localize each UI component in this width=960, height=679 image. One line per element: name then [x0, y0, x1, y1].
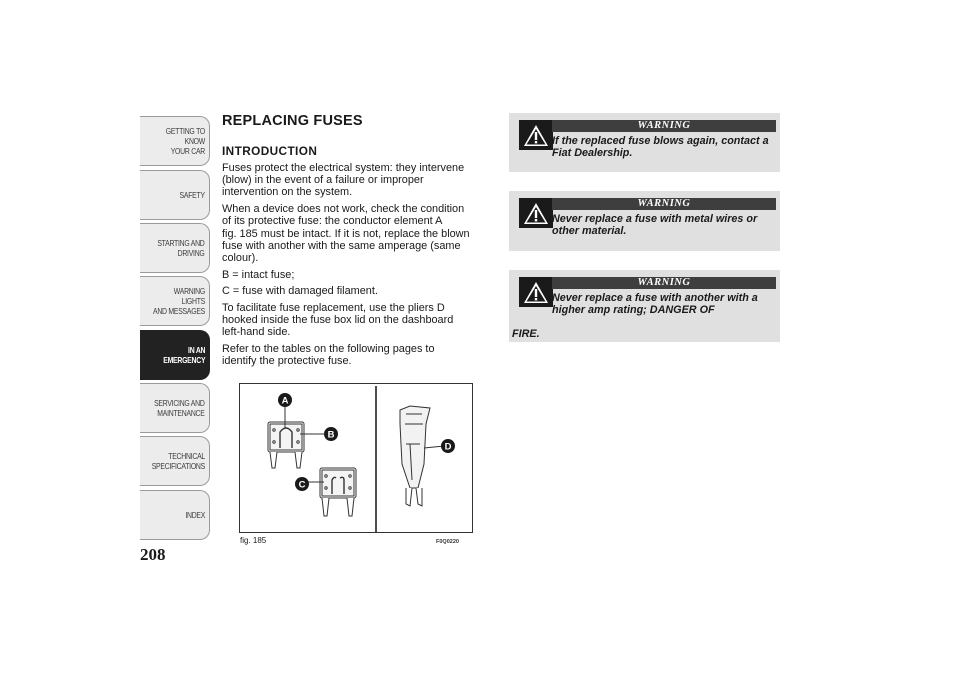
main-content [222, 113, 494, 372]
warning-triangle-icon [519, 120, 553, 150]
paragraph: When a device does not work, check the condition of its protective fuse: the conductor element A fig. 185 must be intact. If it is not, replace the blown fuse with another with the same amperage (same colour). [222, 203, 470, 264]
warning-text: Never replace a fuse with metal wires or other material. [552, 213, 758, 238]
paragraph: C = fuse with damaged filament. [222, 285, 378, 298]
tab-getting-to-know-your-car[interactable] [140, 116, 210, 166]
section-title: REPLACING FUSES [222, 113, 363, 129]
warning-box [509, 191, 780, 251]
tab-servicing-and-maintenance[interactable] [140, 383, 210, 433]
label-d: D [444, 441, 452, 453]
tab-label: SAFETY [179, 190, 205, 200]
tab-label: SERVICING AND MAINTENANCE [154, 398, 205, 418]
subsection-title: INTRODUCTION [222, 144, 318, 158]
tab-label: GETTING TO KNOW YOUR CAR [165, 126, 205, 156]
tab-in-an-emergency[interactable] [140, 330, 210, 380]
intact-fuse-drawing [268, 422, 304, 468]
warning-box [509, 270, 780, 342]
paragraph: Fuses protect the electrical system: they intervene (blow) in the event of a failure or improper intervention on the system. [222, 162, 465, 199]
warning-heading: WARNING [552, 120, 776, 132]
figure-caption: fig. 185 [240, 536, 267, 545]
page-number: 208 [140, 545, 166, 564]
warning-heading: WARNING [552, 198, 776, 210]
tab-label: STARTING AND DRIVING [157, 238, 205, 258]
tab-index[interactable] [140, 490, 210, 540]
blown-fuse-drawing [320, 468, 356, 516]
figure-code: F0Q0220 [436, 539, 459, 545]
paragraph: Refer to the tables on the following pages to identify the protective fuse. [222, 343, 435, 368]
tab-starting-and-driving[interactable] [140, 223, 210, 273]
warning-triangle-icon [519, 277, 553, 307]
label-a: A [281, 395, 289, 407]
paragraph: B = intact fuse; [222, 268, 295, 281]
fuse-illustration [240, 384, 472, 532]
tab-technical-specifications[interactable] [140, 436, 210, 486]
tab-label: WARNING LIGHTS AND MESSAGES [152, 286, 205, 316]
warning-triangle-icon [519, 198, 553, 228]
paragraph: To facilitate fuse replacement, use the pliers D hooked inside the fuse box lid on the dashboard left-hand side. [222, 302, 454, 339]
warning-heading: WARNING [552, 277, 776, 289]
warning-box [509, 113, 780, 172]
warning-text: If the replaced fuse blows again, contact a Fiat Dealership. [552, 135, 769, 160]
pliers-drawing [400, 406, 430, 506]
warning-text-continuation: FIRE. [512, 328, 540, 340]
fuse-figure [239, 383, 473, 533]
warning-text: Never replace a fuse with another with a higher amp rating; DANGER OF [552, 292, 758, 317]
tab-safety[interactable] [140, 170, 210, 220]
tab-warning-lights-and-messages[interactable] [140, 276, 210, 326]
tab-label: INDEX [185, 510, 205, 520]
tab-label: TECHNICAL SPECIFICATIONS [151, 451, 205, 471]
label-c: C [298, 479, 306, 491]
label-b: B [327, 429, 335, 441]
tab-label: IN AN EMERGENCY [162, 345, 205, 365]
